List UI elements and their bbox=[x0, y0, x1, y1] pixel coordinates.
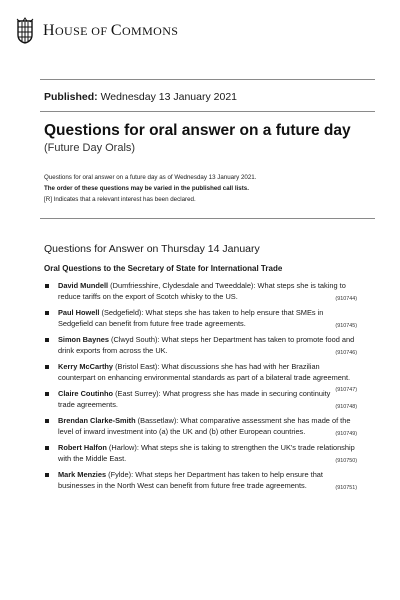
question-text: (Dumfriesshire, Clydesdale and Tweeddale): What steps she is taking to reduce tariffs on the export of Scotch whisky to the US. bbox=[58, 281, 346, 301]
subsection-heading: Oral Questions to the Secretary of State for International Trade bbox=[44, 264, 283, 273]
question-text: (Harlow): What steps she is taking to strengthen the UK's trade relationship with the Middle East. bbox=[58, 443, 355, 463]
member-name: Paul Howell bbox=[58, 308, 100, 317]
question-text: (Bassetlaw): What comparative assessment she has made of the level of inward investment into (a) the UK and (b) other European countries. bbox=[58, 416, 351, 436]
question-ref: (910750) bbox=[335, 457, 357, 464]
question-item bbox=[44, 335, 357, 356]
member-name: David Mundell bbox=[58, 281, 109, 290]
published-date: Wednesday 13 January 2021 bbox=[97, 91, 237, 103]
question-ref: (910747) bbox=[335, 387, 357, 393]
question-item bbox=[44, 362, 357, 393]
bullet-icon bbox=[45, 365, 49, 369]
header bbox=[15, 14, 178, 48]
question-item bbox=[44, 308, 357, 329]
question-item bbox=[44, 470, 357, 491]
published-line bbox=[44, 91, 237, 103]
page-title: Questions for oral answer on a future day bbox=[44, 122, 351, 139]
divider bbox=[40, 79, 375, 80]
question-item bbox=[44, 443, 357, 464]
section-heading: Questions for Answer on Thursday 14 January bbox=[44, 243, 260, 255]
bullet-icon bbox=[45, 473, 49, 477]
member-name: Mark Menzies bbox=[58, 470, 107, 479]
published-label: Published: bbox=[44, 91, 98, 103]
question-text: (Sedgefield): What steps she has taken to help ensure that SMEs in Sedgefield can benefit from future free trade agreements. bbox=[58, 308, 324, 328]
page-subtitle: (Future Day Orals) bbox=[44, 142, 136, 154]
question-item bbox=[44, 389, 357, 410]
member-name: Claire Coutinho bbox=[58, 389, 114, 398]
portcullis-icon bbox=[15, 17, 35, 45]
divider bbox=[40, 111, 375, 112]
question-text: (East Surrey): What progress she has made in securing continuity trade agreements. bbox=[58, 389, 331, 409]
member-name: Brendan Clarke-Smith bbox=[58, 416, 136, 425]
bullet-icon bbox=[45, 284, 49, 288]
question-ref: (910746) bbox=[335, 349, 357, 356]
member-name: Kerry McCarthy bbox=[58, 362, 114, 371]
intro-line: Questions for oral answer on a future day as of Wednesday 13 January 2021. bbox=[44, 174, 257, 181]
question-ref: (910744) bbox=[335, 295, 357, 302]
member-name: Simon Baynes bbox=[58, 335, 109, 344]
questions-list bbox=[44, 281, 357, 497]
bullet-icon bbox=[45, 311, 49, 315]
intro-line-order: The order of these questions may be varied in the published call lists. bbox=[44, 185, 249, 192]
bullet-icon bbox=[45, 419, 49, 423]
member-name: Robert Halfon bbox=[58, 443, 107, 452]
question-ref: (910748) bbox=[335, 403, 357, 410]
house-of-commons-wordmark: HOUSE OF COMMONS bbox=[43, 22, 179, 39]
bullet-icon bbox=[45, 338, 49, 342]
intro-line-interest: [R] Indicates that a relevant interest has been declared. bbox=[44, 196, 196, 203]
question-item bbox=[44, 281, 357, 302]
bullet-icon bbox=[45, 392, 49, 396]
bullet-icon bbox=[45, 446, 49, 450]
divider bbox=[40, 218, 375, 219]
question-text: (Fylde): What steps her Department has taken to help ensure that businesses in the North West can benefit from future free trade agreements. bbox=[58, 470, 323, 490]
question-item bbox=[44, 416, 357, 437]
question-ref: (910745) bbox=[335, 322, 357, 329]
question-text: (Clwyd South): What steps her Department has taken to promote food and drink exports from across the UK. bbox=[58, 335, 355, 355]
question-text: (Bristol East): What discussions she has had with her Brazilian counterpart on enhancing environmental standards as part of a bilateral trade agreement. bbox=[58, 362, 351, 382]
question-ref: (910749) bbox=[335, 430, 357, 437]
question-ref: (910751) bbox=[335, 484, 357, 491]
